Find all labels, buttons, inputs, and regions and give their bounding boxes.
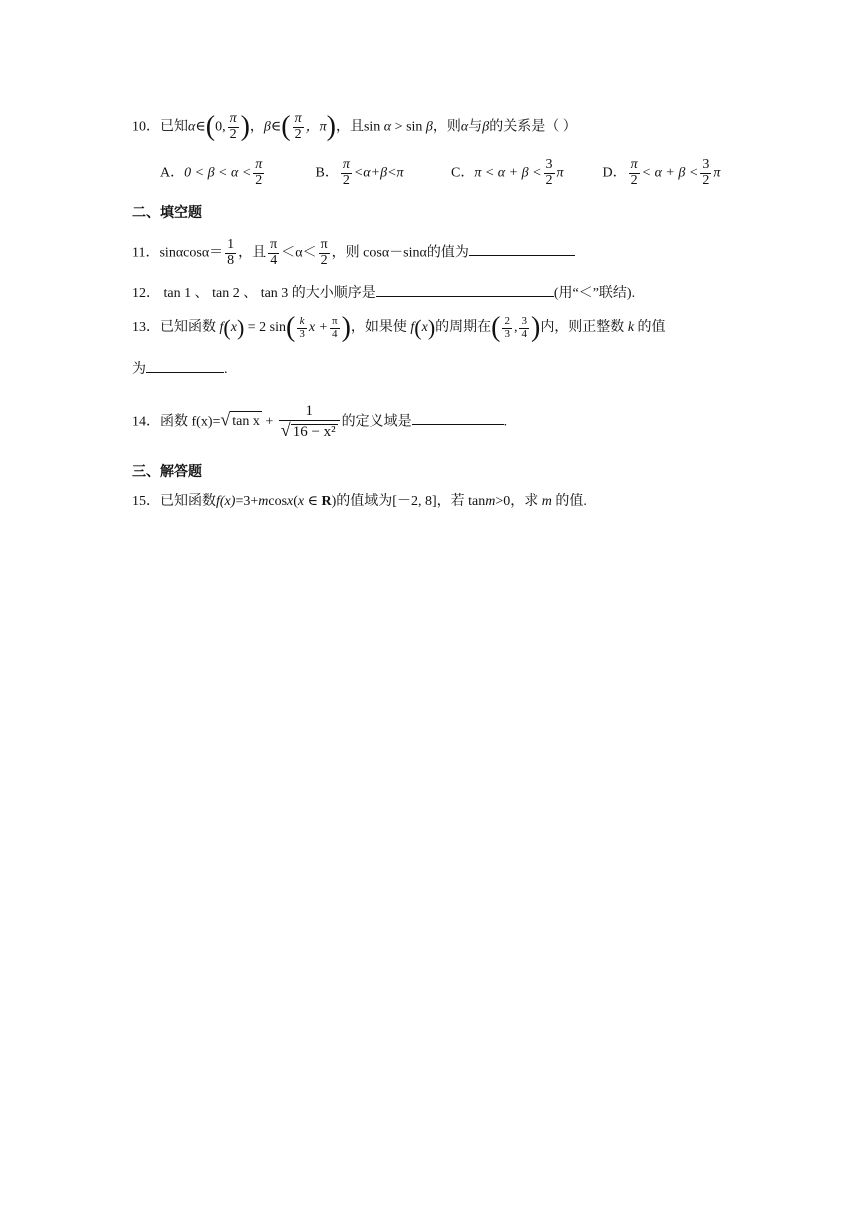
fraction: $\frac{1}{8}$ bbox=[227, 237, 235, 268]
fraction: $\frac{\pi}{2}$ bbox=[294, 111, 302, 142]
fraction: $\frac{\pi}{2}$ bbox=[630, 157, 638, 188]
option-d[interactable]: D． $\frac{\pi}{2}$ < α + β < $\frac{3}{2}$ π bbox=[602, 157, 721, 188]
answer-blank[interactable] bbox=[376, 282, 554, 297]
fraction: $\frac{\pi}{4}$ bbox=[332, 314, 338, 340]
fraction: $\frac{1}{\text{√ 16 − x²}}$ bbox=[279, 404, 340, 441]
option-b[interactable]: B． $\frac{\pi}{2}$ <α+β<π bbox=[315, 157, 404, 188]
fraction: $\frac{2}{3}$ bbox=[504, 314, 510, 340]
q10-options bbox=[160, 158, 720, 188]
question-14: 14．函数 f(x)=√ tan x + $\frac{1}{\text{√ 16 − x²}}$ 的定义域是 . bbox=[132, 403, 508, 440]
answer-blank[interactable] bbox=[146, 358, 224, 373]
fraction: $\frac{3}{4}$ bbox=[521, 314, 527, 340]
fraction: $\frac{\pi}{2}$ bbox=[255, 157, 263, 188]
option-c[interactable]: C．π < α + β < $\frac{3}{2}$ π bbox=[451, 157, 564, 188]
question-15: 15．已知函数f(x)=3+mcosx(x ∈ R)的值域为[－2, 8]，若 tanm>0，求 m 的值. bbox=[132, 494, 587, 509]
option-a[interactable]: A．0 < β < α < $\frac{\pi}{2}$ bbox=[160, 157, 263, 188]
answer-blank[interactable] bbox=[412, 410, 504, 425]
fraction: $\frac{\pi}{2}$ bbox=[320, 237, 328, 268]
fraction: $\frac{k}{3}$ bbox=[299, 314, 305, 340]
question-12: 12． tan 1 、 tan 2 、 tan 3 的大小顺序是 (用“＜”联结). bbox=[132, 282, 635, 304]
fraction: $\frac{\pi}{4}$ bbox=[270, 237, 278, 268]
question-13-line2: 为 . bbox=[132, 358, 228, 380]
section-heading-fill-in: 二、填空题 bbox=[132, 205, 202, 221]
fraction: $\frac{\pi}{2}$ bbox=[229, 111, 237, 142]
q10-number: 10． bbox=[132, 119, 160, 135]
fraction: $\frac{3}{2}$ bbox=[545, 157, 553, 188]
radical-sign: √ bbox=[220, 409, 231, 430]
answer-blank[interactable] bbox=[469, 241, 575, 256]
fraction: $\frac{3}{2}$ bbox=[702, 157, 710, 188]
fraction: $\frac{\pi}{2}$ bbox=[342, 157, 350, 188]
question-10: 10．已知α∈(0, $\frac{\pi}{2}$ )，β∈( $\frac{\pi}{2}$ ，π)，且sin α > sin β，则α与β的关系是（ ） bbox=[132, 111, 577, 143]
question-11: 11．sinαcosα＝ $\frac{1}{8}$ ，且 $\frac{\pi}{4}$ ＜α＜ $\frac{\pi}{2}$ ，则 cosα－sinα的值为 bbox=[132, 238, 575, 268]
question-13: 13．已知函数 f(x) = 2 sin( $\frac{k}{3}$ x + $\frac{\pi}{4}$ )，如果使 f(x)的周期在( $\frac{2}{3}$ , $\frac{3}{4}$ )内，则正整数 k 的值 bbox=[132, 312, 666, 343]
section-heading-solutions: 三、解答题 bbox=[132, 464, 202, 480]
